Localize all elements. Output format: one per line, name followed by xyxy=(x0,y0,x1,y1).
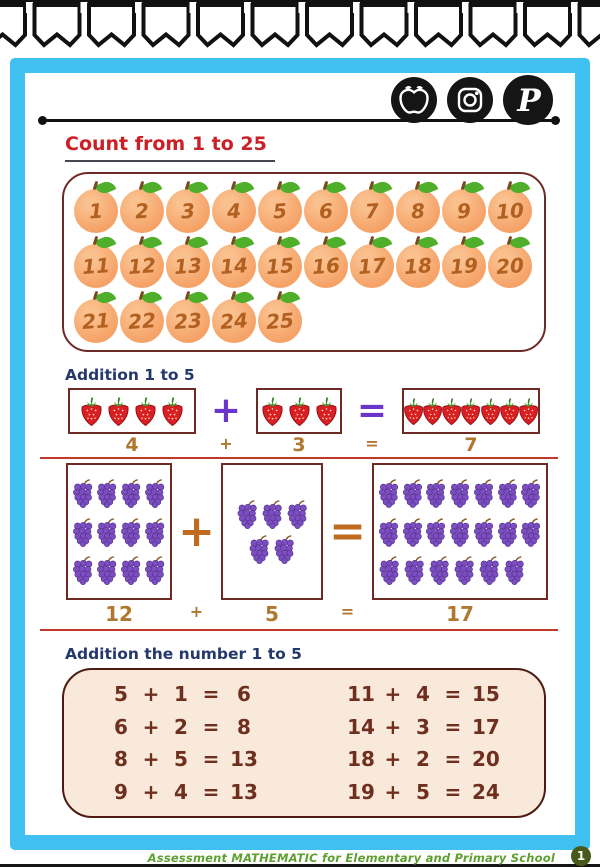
orange-row xyxy=(74,291,534,343)
orange-icon xyxy=(120,291,164,343)
orange-icon xyxy=(488,236,532,288)
strawberry-addend-b-box xyxy=(256,388,342,434)
orange-number-label: 9 xyxy=(456,198,472,224)
footer-text: Assessment MATHEMATIC for Elementary and Primary School xyxy=(147,851,555,865)
fruit-row xyxy=(378,555,542,585)
grape-icon xyxy=(425,517,447,547)
grape-icon xyxy=(120,478,142,508)
orange-icon xyxy=(258,181,302,233)
fruit-row xyxy=(378,517,542,547)
equations-right-column xyxy=(304,678,544,808)
grape-icon xyxy=(96,478,118,508)
sum-label: 7 xyxy=(464,434,478,456)
addition-equation: 19 + 5 = 24 xyxy=(347,779,500,804)
orange-number-label: 5 xyxy=(272,198,288,224)
orange-icon xyxy=(74,181,118,233)
grape-icon xyxy=(520,517,542,547)
strawberry-icon xyxy=(159,396,186,427)
strawberry-icon xyxy=(259,396,286,427)
strawberry-icon xyxy=(286,396,313,427)
fruit-row xyxy=(227,534,317,564)
orange-number-label: 6 xyxy=(318,198,334,224)
grape-icon xyxy=(261,499,284,529)
orange-icon xyxy=(396,181,440,233)
grape-icon xyxy=(72,478,94,508)
grape-icon xyxy=(120,517,142,547)
addition-equation: 8 + 5 = 13 xyxy=(114,747,258,772)
addition-1to5-title: Addition 1 to 5 xyxy=(65,366,195,384)
grape-icon xyxy=(473,517,495,547)
orange-icon xyxy=(304,236,348,288)
orange-number-label: 22 xyxy=(127,308,157,334)
orange-icon xyxy=(258,236,302,288)
orange-icon xyxy=(488,181,532,233)
addition-equation: 9 + 4 = 13 xyxy=(114,779,258,804)
grape-icon xyxy=(497,478,519,508)
grape-icon xyxy=(72,555,94,585)
orange-icon xyxy=(74,236,118,288)
plus-label: + xyxy=(189,602,204,621)
strawberry-addend-a-box xyxy=(68,388,196,434)
orange-icon xyxy=(166,291,210,343)
equals-label: = xyxy=(340,602,355,621)
grape-icon xyxy=(449,517,471,547)
addition-equation: 18 + 2 = 20 xyxy=(347,747,500,772)
grape-equation-row xyxy=(66,463,548,600)
grape-sum-box xyxy=(372,463,548,600)
addition-equation: 14 + 3 = 17 xyxy=(347,714,500,739)
orange-icon xyxy=(442,236,486,288)
orange-icon xyxy=(120,181,164,233)
grape-icon xyxy=(273,534,296,564)
orange-number-label: 2 xyxy=(134,198,150,224)
addition-equation: 5 + 1 = 6 xyxy=(114,682,251,707)
grape-icon xyxy=(425,478,447,508)
plus-sign: + xyxy=(210,390,242,431)
strawberry-icon xyxy=(516,396,541,427)
addition-equations-box xyxy=(62,668,546,818)
orange-number-label: 1 xyxy=(88,198,104,224)
orange-number-label: 21 xyxy=(81,308,111,334)
orange-number-label: 15 xyxy=(265,253,295,279)
red-divider-rule xyxy=(40,629,558,631)
orange-icon xyxy=(212,181,256,233)
equals-sign: = xyxy=(329,505,366,557)
orange-number-label: 12 xyxy=(127,253,157,279)
addition-table-title: Addition the number 1 to 5 xyxy=(65,645,302,663)
bunting-banner xyxy=(0,0,600,56)
orange-number-label: 7 xyxy=(364,198,380,224)
grape-icon xyxy=(144,555,166,585)
count-section-title: Count from 1 to 25 xyxy=(65,133,275,162)
social-icons xyxy=(391,75,553,125)
grape-icon xyxy=(378,478,400,508)
strawberry-icon xyxy=(105,396,132,427)
grape-icon xyxy=(72,517,94,547)
grape-icon xyxy=(248,534,271,564)
orange-icon xyxy=(212,291,256,343)
page-number-badge: 1 xyxy=(571,846,591,866)
orange-number-label: 19 xyxy=(449,253,479,279)
orange-number-label: 14 xyxy=(219,253,249,279)
grape-icon xyxy=(453,555,476,585)
sum-label: 17 xyxy=(446,602,474,626)
grape-icon xyxy=(378,555,401,585)
strawberry-icon xyxy=(78,396,105,427)
plus-sign: + xyxy=(178,505,215,557)
fruit-row xyxy=(378,478,542,508)
svg-text:P: P xyxy=(517,83,541,119)
orange-number-label: 24 xyxy=(219,308,249,334)
orange-icon xyxy=(350,181,394,233)
grape-icon xyxy=(520,478,542,508)
orange-row xyxy=(74,181,534,233)
grape-addend-a-box xyxy=(66,463,172,600)
orange-icon xyxy=(166,181,210,233)
equals-sign: = xyxy=(356,390,388,431)
equals-label: = xyxy=(365,434,379,453)
grape-icon xyxy=(497,517,519,547)
grape-icon xyxy=(402,478,424,508)
equations-left-column xyxy=(64,678,304,808)
grape-icon xyxy=(286,499,309,529)
grape-icon xyxy=(403,555,426,585)
grape-icon xyxy=(428,555,451,585)
strawberry-sum-box xyxy=(402,388,540,434)
orange-icon xyxy=(258,291,302,343)
fruit-row xyxy=(227,499,317,529)
grape-icon xyxy=(120,555,142,585)
apple-icon[interactable] xyxy=(391,77,437,123)
orange-number-label: 23 xyxy=(173,308,203,334)
orange-icon xyxy=(212,236,256,288)
addend-b-label: 3 xyxy=(292,434,306,456)
addend-b-label: 5 xyxy=(265,602,279,626)
oranges-count-box xyxy=(62,172,546,352)
addend-a-label: 4 xyxy=(125,434,139,456)
orange-icon xyxy=(120,236,164,288)
orange-number-label: 25 xyxy=(265,308,295,334)
orange-number-label: 8 xyxy=(410,198,426,224)
strawberry-icon xyxy=(132,396,159,427)
grape-addend-b-box xyxy=(221,463,323,600)
orange-number-label: 4 xyxy=(226,198,242,224)
orange-icon xyxy=(74,291,118,343)
orange-icon xyxy=(396,236,440,288)
strawberry-equation-row xyxy=(68,388,540,434)
orange-number-label: 13 xyxy=(173,253,203,279)
worksheet-page xyxy=(10,58,590,850)
orange-number-label: 18 xyxy=(403,253,433,279)
orange-row xyxy=(74,236,534,288)
strawberry-equation-labels xyxy=(68,434,540,456)
instagram-icon[interactable] xyxy=(447,77,493,123)
grape-icon xyxy=(473,478,495,508)
fruit-row xyxy=(72,517,166,547)
strawberry-icon xyxy=(313,396,340,427)
grape-icon xyxy=(96,555,118,585)
addition-equation: 11 + 4 = 15 xyxy=(347,682,500,707)
orange-number-label: 11 xyxy=(81,253,111,279)
orange-icon xyxy=(350,236,394,288)
orange-number-label: 17 xyxy=(357,253,387,279)
grape-icon xyxy=(236,499,259,529)
grape-icon xyxy=(144,478,166,508)
fruit-row xyxy=(72,478,166,508)
grape-icon xyxy=(96,517,118,547)
grape-equation-labels xyxy=(66,602,548,626)
orange-icon xyxy=(166,236,210,288)
plus-label: + xyxy=(219,434,233,453)
orange-icon xyxy=(304,181,348,233)
addend-a-label: 12 xyxy=(105,602,133,626)
orange-number-label: 3 xyxy=(180,198,196,224)
grape-icon xyxy=(402,517,424,547)
orange-number-label: 20 xyxy=(495,253,525,279)
grape-icon xyxy=(478,555,501,585)
grape-icon xyxy=(144,517,166,547)
orange-number-label: 16 xyxy=(311,253,341,279)
grape-icon xyxy=(449,478,471,508)
addition-equation: 6 + 2 = 8 xyxy=(114,714,251,739)
pinterest-icon[interactable] xyxy=(503,75,553,125)
grape-icon xyxy=(503,555,526,585)
orange-number-label: 10 xyxy=(495,198,525,224)
orange-icon xyxy=(442,181,486,233)
page-footer xyxy=(0,850,600,867)
grape-icon xyxy=(378,517,400,547)
fruit-row xyxy=(72,555,166,585)
red-divider-rule xyxy=(40,457,558,459)
